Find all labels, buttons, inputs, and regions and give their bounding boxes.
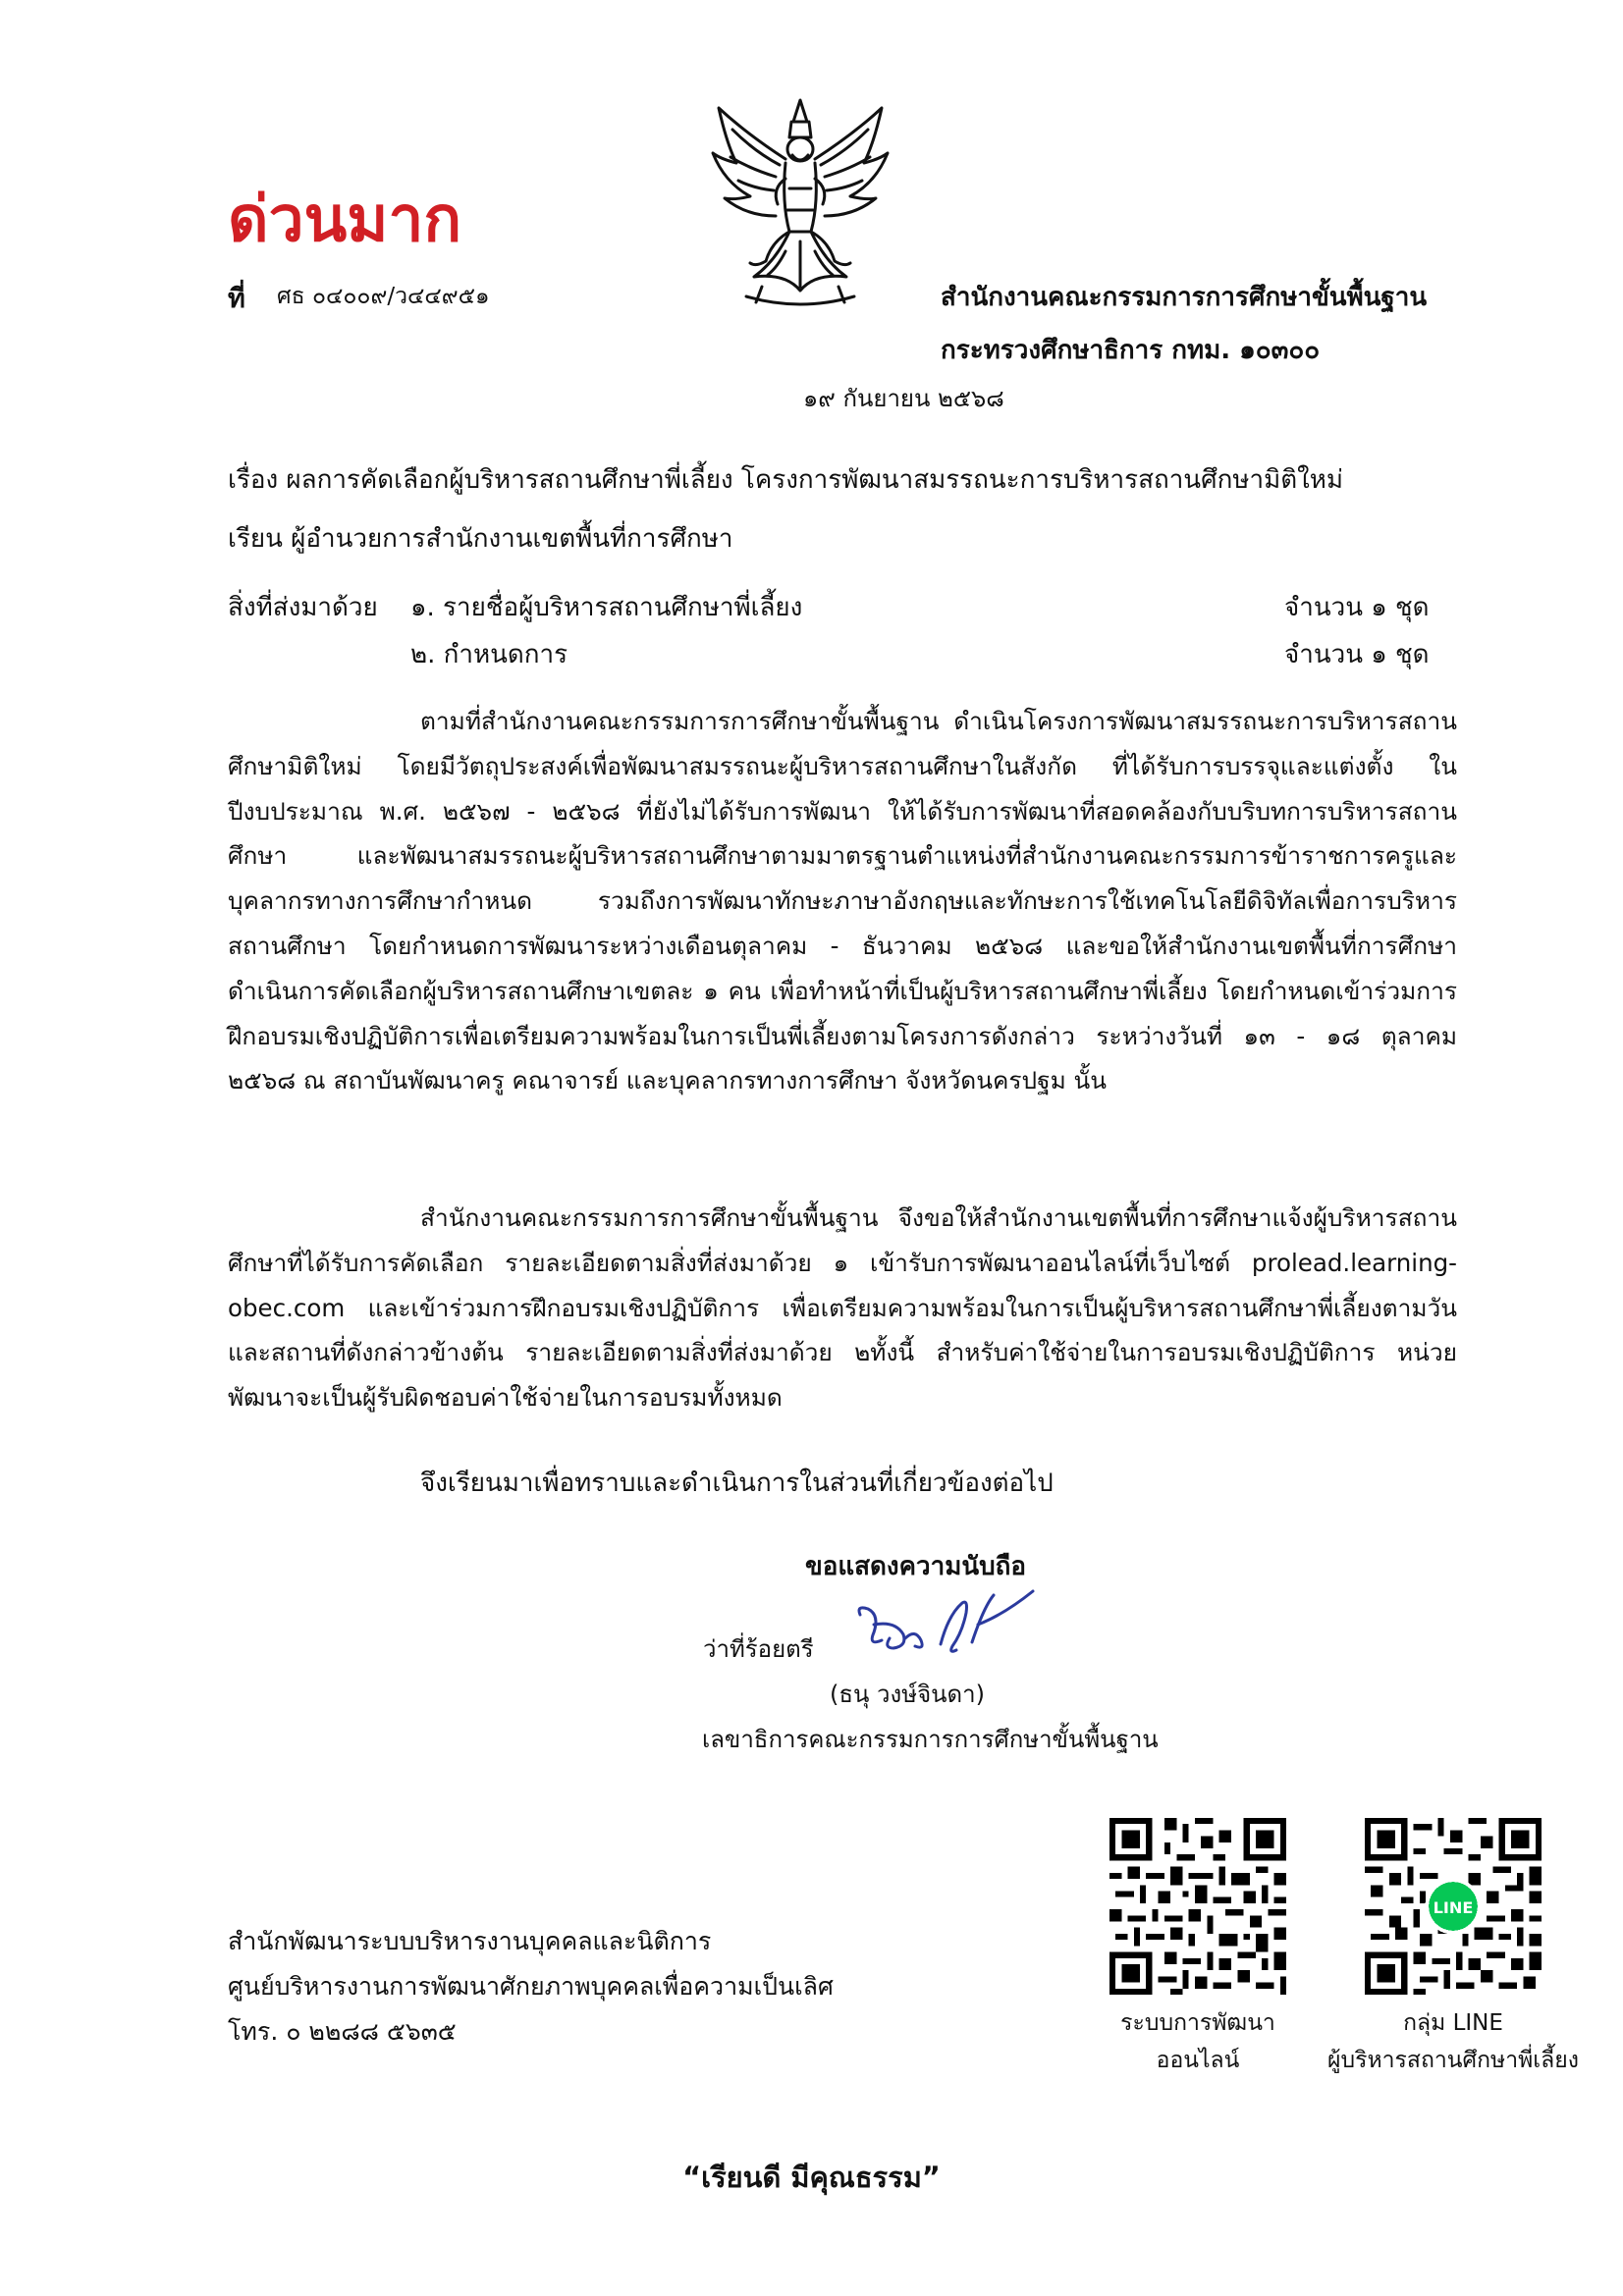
qr-caption-online-system: [1060, 2004, 1335, 2079]
reference-label: ที่: [228, 284, 245, 314]
qr-caption-line-1: กลุ่ม LINE: [1403, 2010, 1503, 2036]
body-paragraph-1: ตามที่สำนักงานคณะกรรมการการศึกษาขั้นพื้นฐาน ดำเนินโครงการพัฒนาสมรรถนะการบริหารสถานศึกษามิติใหม่ โดยมีวัตถุประสงค์เพื่อพัฒนาสมรรถนะผู้บริหารสถานศึกษาในสังกัด ที่ได้รับการบรรจุและแต่งตั้ง ในปีงบประมาณ พ.ศ. ๒๕๖๗ - ๒๕๖๘ ที่ยังไม่ได้รับการพัฒนา ให้ได้รับการพัฒนาที่สอดคล้องกับบริบทการบริหารสถานศึกษา และพัฒนาสมรรถนะผู้บริหารสถานศึกษาตามมาตรฐานตำแหน่งที่สำนักงานคณะกรรมการข้าราชการครูและบุคลากรทางการศึกษากำหนด รวมถึงการพัฒนาทักษะภาษาอังกฤษและทักษะการใช้เทคโนโลยีดิจิทัลเพื่อการบริหารสถานศึกษา โดยกำหนดการพัฒนาระหว่างเดือนตุลาคม - ธันวาคม ๒๕๖๘ และขอให้สำนักงานเขตพื้นที่การศึกษา ดำเนินการคัดเลือกผู้บริหารสถานศึกษาเขตละ ๑ คน เพื่อทำหน้าที่เป็นผู้บริหารสถานศึกษาพี่เลี้ยง โดยกำหนดเข้าร่วมการฝึกอบรมเชิงปฏิบัติการเพื่อเตรียมความพร้อมในการเป็นพี่เลี้ยงตามโครงการดังกล่าว ระหว่างวันที่ ๑๓ - ๑๘ ตุลาคม ๒๕๖๘ ณ สถาบันพัฒนาครู คณาจารย์ และบุคลากรทางการศึกษา จังหวัดนครปฐม นั้น: [228, 707, 1457, 1095]
footer-department: สำนักพัฒนาระบบบริหารงานบุคคลและนิติการ: [228, 1927, 712, 1955]
motto: “เรียนดี มีคุณธรรม”: [682, 2161, 941, 2194]
qr-code-line-group[interactable]: [1365, 1818, 1542, 1995]
qr-code-online-system[interactable]: [1109, 1818, 1286, 1995]
garuda-emblem-icon: [707, 94, 893, 320]
signatory-rank: ว่าที่ร้อยตรี: [703, 1635, 814, 1663]
enclosure-item-1: ๑. รายชื่อผู้บริหารสถานศึกษาพี่เลี้ยง: [410, 593, 803, 622]
signatory-position: เลขาธิการคณะกรรมการการศึกษาขั้นพื้นฐาน: [702, 1726, 1159, 1753]
enclosures-label: สิ่งที่ส่งมาด้วย: [228, 593, 378, 622]
reference-number: ศธ ๐๔๐๐๙/ว๔๔๙๕๑: [277, 284, 490, 309]
footer-center: ศูนย์บริหารงานการพัฒนาศักยภาพบุคคลเพื่อความเป็นเลิศ: [228, 1972, 834, 2001]
signatory-name: (ธนุ วงษ์จินดา): [830, 1681, 985, 1708]
enclosure-qty-2: จำนวน ๑ ชุด: [1284, 640, 1430, 669]
line-logo-badge: LINE: [1433, 1897, 1474, 1917]
document-date: ๑๙ กันยายน ๒๕๖๘: [803, 385, 1004, 412]
subject-line: เรื่อง ผลการคัดเลือกผู้บริหารสถานศึกษาพี่เลี้ยง โครงการพัฒนาสมรรถนะการบริหารสถานศึกษามิติใหม่: [228, 465, 1344, 495]
urgency-stamp: ด่วนมาก: [228, 184, 462, 256]
issuing-office-address: กระทรวงศึกษาธิการ กทม. ๑๐๓๐๐: [941, 336, 1321, 365]
qr-caption-line-1: ระบบการพัฒนา: [1120, 2010, 1275, 2036]
closing-regards: ขอแสดงความนับถือ: [805, 1552, 1026, 1581]
handwritten-signature: [846, 1585, 1043, 1674]
issuing-office: สำนักงานคณะกรรมการการศึกษาขั้นพื้นฐาน: [941, 283, 1428, 312]
qr-caption-line-2: ผู้บริหารสถานศึกษาพี่เลี้ยง: [1327, 2048, 1579, 2073]
enclosure-item-2: ๒. กำหนดการ: [410, 640, 568, 669]
body-paragraph-2: สำนักงานคณะกรรมการการศึกษาขั้นพื้นฐาน จึงขอให้สำนักงานเขตพื้นที่การศึกษาแจ้งผู้บริหารสถานศึกษาที่ได้รับการคัดเลือก รายละเอียดตามสิ่งที่ส่งมาด้วย ๑ เข้ารับการพัฒนาออนไลน์ที่เว็บไซต์ prolead.learning-obec.com และเข้าร่วมการฝึกอบรมเชิงปฏิบัติการ เพื่อเตรียมความพร้อมในการเป็นผู้บริหารสถานศึกษาพี่เลี้ยงตามวันและสถานที่ดังกล่าวข้างต้น รายละเอียดตามสิ่งที่ส่งมาด้วย ๒ทั้งนี้ สำหรับค่าใช้จ่ายในการอบรมเชิงปฏิบัติการ หน่วยพัฒนาจะเป็นผู้รับผิดชอบค่าใช้จ่ายในการอบรมทั้งหมด: [228, 1203, 1457, 1413]
enclosure-qty-1: จำนวน ๑ ชุด: [1284, 593, 1430, 622]
qr-caption-line-2: ออนไลน์: [1156, 2048, 1240, 2073]
footer-phone: โทร. ๐ ๒๒๘๘ ๕๖๓๕: [228, 2017, 457, 2046]
recipient-line: เรียน ผู้อำนวยการสำนักงานเขตพื้นที่การศึกษา: [228, 524, 733, 554]
closing-sentence: จึงเรียนมาเพื่อทราบและดำเนินการในส่วนที่เกี่ยวข้องต่อไป: [420, 1468, 1054, 1498]
qr-caption-line-group: [1296, 2004, 1610, 2079]
